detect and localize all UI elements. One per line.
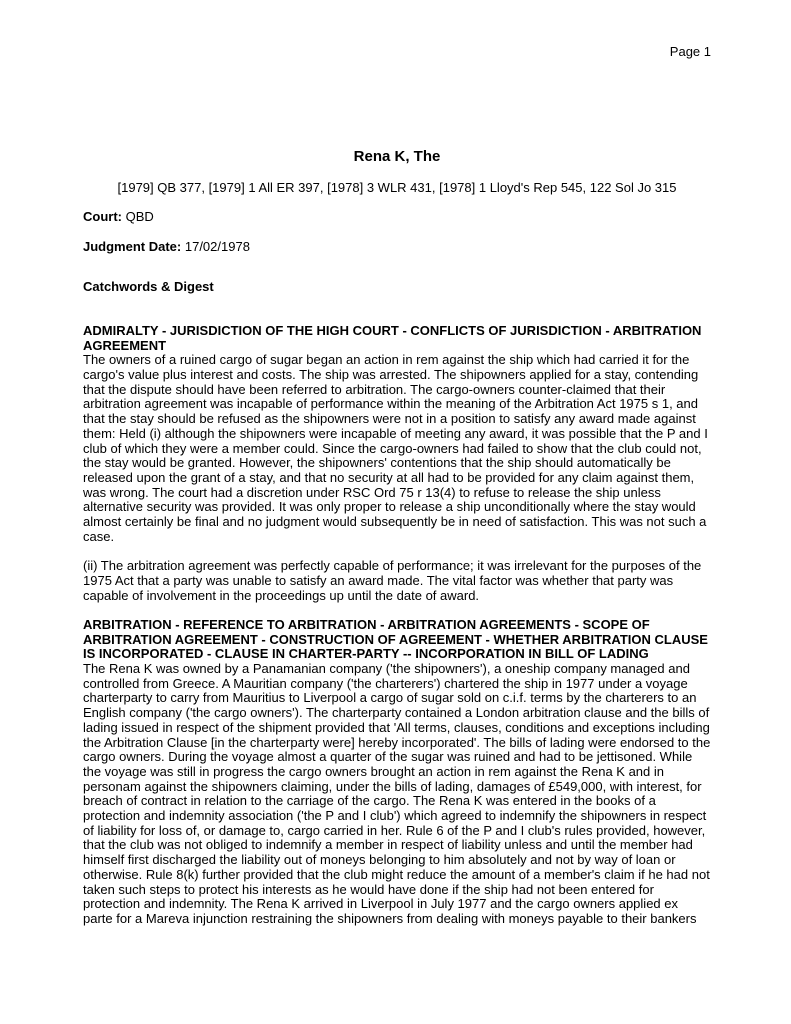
page-number: Page 1 <box>669 44 711 59</box>
section-heading: ADMIRALTY - JURISDICTION OF THE HIGH COURT - CONFLICTS OF JURISDICTION - ARBITRATION AGREEMENT <box>83 322 702 353</box>
case-title: Rena K, The <box>353 147 441 165</box>
section-paragraph: The Rena K was owned by a Panamanian company ('the shipowners'), a oneship company managed and controlled from Greece. A Mauritian company ('the charterers') chartered the ship in 1977 under a voyage charterparty to carry from Mauritius to Liverpool a cargo of sugar sold on c.i.f. terms by the charterers to an English company ('the cargo owners'). The charterparty contained a London arbitration clause and the bills of lading issued in respect of the shipment provided that 'All terms, clauses, conditions and exceptions including the Arbitration Clause [in the charterparty were] hereby incorporated'. The bills of lading were endorsed to the cargo owners. During the voyage almost a quarter of the sugar was ruined and had to be jettisoned. While the voyage was still in progress the cargo owners brought an action in rem against the Rena K and in personam against the shipowners claiming, under the bills of lading, damages of £549,000, with interest, for breach of contract in relation to the carriage of the cargo. The Rena K was entered in the books of a protection and indemnity association ('the P and I club') which agreed to indemnify the shipowners in respect of liability for loss of, or damage to, cargo carried in her. Rule 6 of the P and I club's rules provided, however, that the club was not obliged to indemnify a member in respect of liability unless and until the member had himself first discharged the liability out of moneys belonging to him absolutely and not by way of loan or otherwise. Rule 8(k) further provided that the club might reduce the amount of a member's claim if he had not taken such steps to protect his interests as he would have done if the ship had not been entered for protection and indemnity. The Rena K arrived in Liverpool in July 1977 and the cargo owners applied ex parte for a Mareva injunction restraining the shipowners from dealing with moneys payable to their bankers <box>83 661 711 926</box>
digest-section-admiralty <box>83 324 711 603</box>
court-line <box>83 210 711 225</box>
court-value: QBD <box>125 209 154 225</box>
citation-line: [1979] QB 377, [1979] 1 All ER 397, [1978] 3 WLR 431, [1978] 1 Lloyd's Rep 545, 122 Sol Jo 315 <box>117 179 677 195</box>
digest-section-arbitration <box>83 618 711 927</box>
court-label: Court: <box>83 209 122 225</box>
judgment-date-value: 17/02/1978 <box>184 239 250 255</box>
section-paragraph: The owners of a ruined cargo of sugar began an action in rem against the ship which had carried it for the cargo's value plus interest and costs. The ship was arrested. The shipowners applied for a stay, contending that the dispute should have been referred to arbitration. The cargo-owners counter-claimed that their arbitration agreement was incapable of performance within the meaning of the Arbitration Act 1975 s 1, and that the stay should be refused as the shipowners were not in a position to satisfy any award made against them: Held (i) although the shipowners were incapable of meeting any award, it was possible that the P and I club of which they were a member could. Since the cargo-owners had failed to show that the club could not, the stay would be granted. However, the shipowners' contentions that the ship should automatically be released upon the grant of a stay, and that no security at all had to be provided for any claim against them, was wrong. The court had a discretion under RSC Ord 75 r 13(4) to refuse to release the ship unless alternative security was provided. It was only proper to release a ship unconditionally where the stay would almost certainly be final and no judgment would subsequently be in need of satisfaction. This was not such a case. <box>83 352 708 544</box>
section-heading: ARBITRATION - REFERENCE TO ARBITRATION - ARBITRATION AGREEMENTS - SCOPE OF ARBITRATION AGREEMENT - CONSTRUCTION OF AGREEMENT - WHETHER ARBITRATION CLAUSE IS INCORPORATED - CLAUSE IN CHARTER-PARTY -- INCORPORATION IN BILL OF LADING <box>83 616 708 662</box>
catchwords-heading: Catchwords & Digest <box>83 278 214 294</box>
section-paragraph: (ii) The arbitration agreement was perfectly capable of performance; it was irrelevant for the purposes of the 1975 Act that a party was unable to satisfy an award made. The vital factor was whether that party was capable of involvement in the proceedings up until the date of award. <box>83 558 702 603</box>
judgment-date-label: Judgment Date: <box>83 239 182 255</box>
judgment-date-line <box>83 240 711 255</box>
